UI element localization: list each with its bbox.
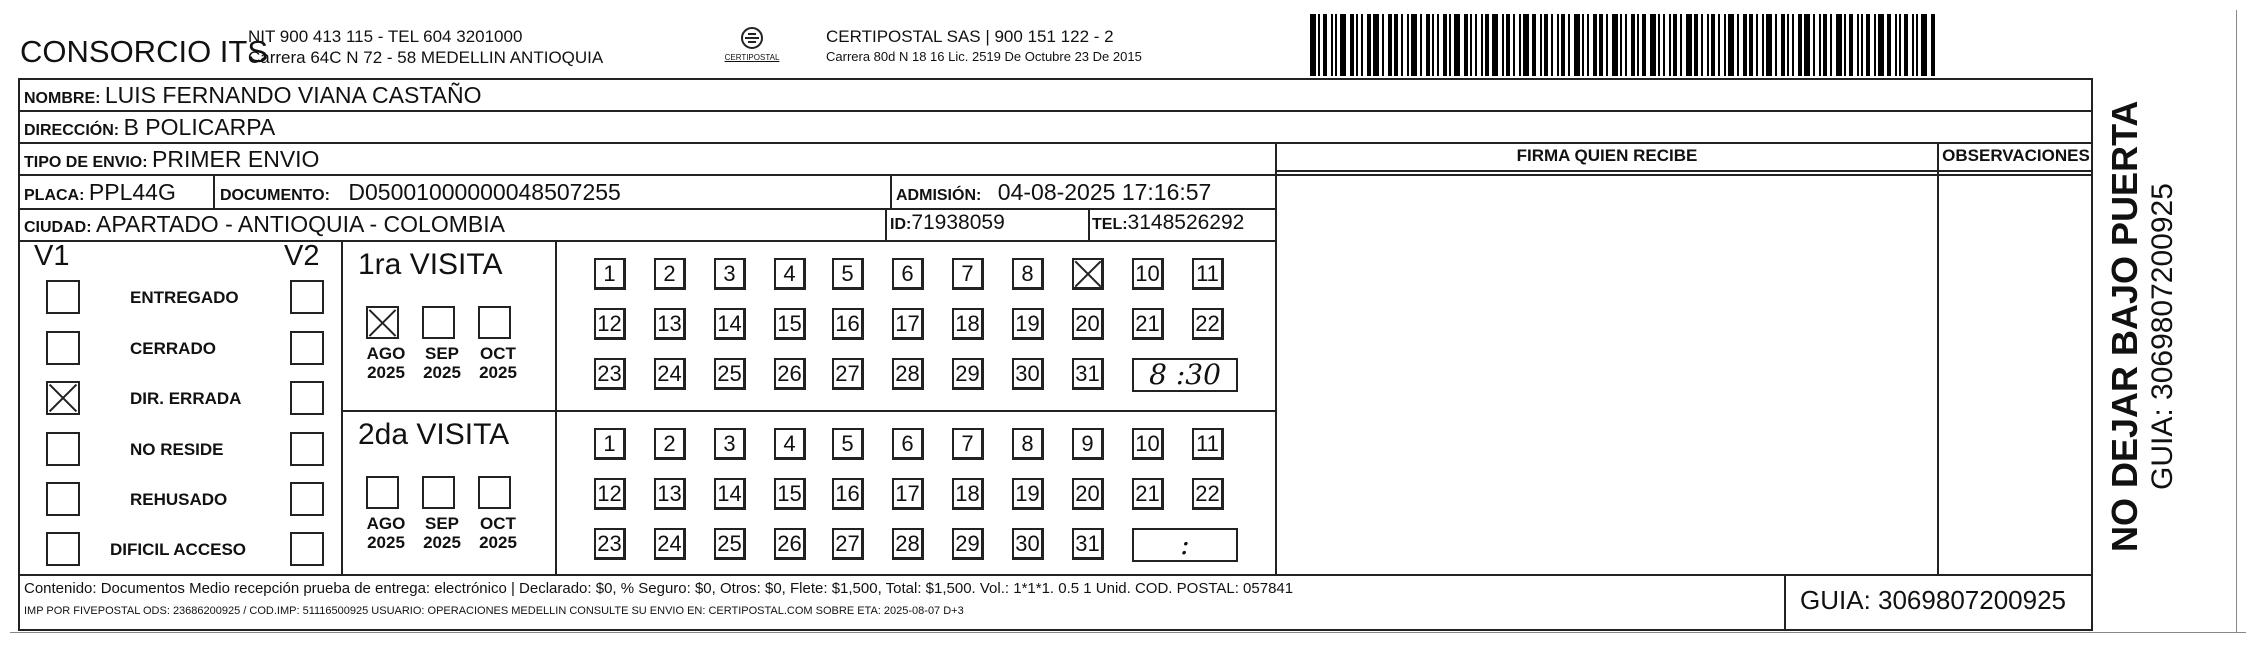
side-tracking-number: GUIA: 3069807200925 <box>2146 183 2179 490</box>
month-name: SEP <box>424 514 460 533</box>
barcode-bar <box>1895 14 1897 76</box>
barcode-bar <box>1449 14 1451 76</box>
courier-info <box>826 26 1142 66</box>
status-v1-checkbox[interactable] <box>46 482 80 516</box>
barcode-bar <box>1437 14 1439 76</box>
barcode-bar <box>1331 14 1333 76</box>
status-v1-checkbox[interactable] <box>46 331 80 365</box>
month-checkbox[interactable] <box>478 476 511 509</box>
day-checkbox[interactable]: 17 <box>892 478 924 510</box>
barcode-bar <box>1540 14 1542 76</box>
courier-logo-icon <box>736 26 768 50</box>
day-checkbox[interactable]: 29 <box>952 358 984 390</box>
month-label <box>416 344 468 382</box>
barcode-bar <box>1792 14 1794 76</box>
day-checkbox[interactable]: 2 <box>654 258 686 290</box>
month-label <box>472 344 524 382</box>
barcode-bar <box>1475 14 1477 76</box>
barcode-bar <box>1756 14 1758 76</box>
status-v2-checkbox[interactable] <box>290 331 324 365</box>
barcode-bar <box>1650 14 1656 76</box>
shipping-label-frame <box>18 78 2093 631</box>
day-checkbox[interactable]: 26 <box>774 528 806 560</box>
day-checkbox[interactable]: 27 <box>832 528 864 560</box>
barcode-bar <box>1673 14 1677 76</box>
id-label: ID: <box>890 216 912 233</box>
barcode-bar <box>1335 14 1337 76</box>
barcode-bar <box>1502 14 1504 76</box>
barcode-bar <box>1798 14 1802 76</box>
month-checkbox[interactable] <box>366 306 399 339</box>
city-label: CIUDAD: <box>24 219 92 236</box>
barcode-bar <box>1830 14 1832 76</box>
barcode-bar <box>1350 14 1354 76</box>
company-address-line: Carrera 64C N 72 - 58 MEDELLIN ANTIOQUIA <box>248 48 604 67</box>
day-checkbox[interactable]: 3 <box>714 428 746 460</box>
city-value: APARTADO - ANTIOQUIA - COLOMBIA <box>96 211 505 237</box>
shipment-type-row <box>24 146 319 173</box>
day-checkbox[interactable]: 13 <box>654 478 686 510</box>
plate-label: PLACA: <box>24 187 85 204</box>
visit-title: 1ra VISITA <box>358 248 503 281</box>
day-checkbox[interactable]: 21 <box>1132 478 1164 510</box>
barcode-bar <box>1857 14 1859 76</box>
barcode-bar <box>1620 14 1622 76</box>
plate-value: PPL44G <box>88 179 176 205</box>
month-label <box>472 514 524 552</box>
barcode-bar <box>1310 14 1316 76</box>
document-cell <box>220 179 621 206</box>
barcode-bar <box>1836 14 1842 76</box>
status-label: REHUSADO <box>130 490 228 509</box>
status-v2-checkbox[interactable] <box>290 381 324 415</box>
barcode-bar <box>1701 14 1703 76</box>
barcode-bar <box>1804 14 1810 76</box>
plate-cell <box>24 179 176 206</box>
month-label <box>360 514 412 552</box>
barcode-bar <box>1813 14 1815 76</box>
status-label: DIFICIL ACCESO <box>110 540 247 559</box>
shipment-type-label: TIPO DE ENVIO: <box>24 154 148 171</box>
day-checkbox[interactable]: 15 <box>774 308 806 340</box>
day-checkbox[interactable]: 25 <box>714 528 746 560</box>
day-checkbox[interactable]: 4 <box>774 428 806 460</box>
barcode-bar <box>1743 14 1747 76</box>
day-checkbox[interactable]: 20 <box>1072 308 1104 340</box>
status-v1-checkbox[interactable] <box>46 280 80 314</box>
status-v2-checkbox[interactable] <box>290 280 324 314</box>
day-checkbox[interactable]: 7 <box>952 428 984 460</box>
day-checkbox[interactable]: 16 <box>832 308 864 340</box>
barcode-bar <box>1356 14 1358 76</box>
barcode-bar <box>1464 14 1468 76</box>
barcode-bar <box>1561 14 1565 76</box>
day-checkbox[interactable]: 18 <box>952 308 984 340</box>
company-name: CONSORCIO ITS <box>20 34 269 69</box>
day-checkbox[interactable]: 20 <box>1072 478 1104 510</box>
day-checkbox[interactable]: 29 <box>952 528 984 560</box>
day-checkbox[interactable]: 12 <box>594 478 626 510</box>
month-checkbox[interactable] <box>478 306 511 339</box>
month-year: 2025 <box>479 533 517 552</box>
barcode-bar <box>1426 14 1430 76</box>
tel-label: TEL: <box>1092 216 1128 233</box>
company-nit-line: NIT 900 413 115 - TEL 604 3201000 <box>248 27 523 46</box>
document-label: DOCUMENTO: <box>220 187 330 204</box>
barcode-bar <box>1849 14 1853 76</box>
barcode-bar <box>1916 14 1918 76</box>
day-checkbox[interactable]: 5 <box>832 428 864 460</box>
barcode-bar <box>1593 14 1597 76</box>
day-checkbox[interactable] <box>1072 258 1104 290</box>
day-checkbox[interactable]: 28 <box>892 528 924 560</box>
day-checkbox[interactable]: 31 <box>1072 358 1104 390</box>
barcode-bar <box>1912 14 1914 76</box>
barcode-bar <box>1728 14 1734 76</box>
barcode-bar <box>1361 14 1363 76</box>
barcode-bar <box>1420 14 1422 76</box>
barcode-bar <box>1931 14 1935 76</box>
address-value: B POLICARPA <box>123 114 276 140</box>
day-checkbox[interactable]: 24 <box>654 358 686 390</box>
month-name: OCT <box>480 514 516 533</box>
barcode-bar <box>1921 14 1927 76</box>
status-v1-checkbox[interactable] <box>46 532 80 566</box>
day-checkbox[interactable]: 21 <box>1132 308 1164 340</box>
day-checkbox[interactable]: 24 <box>654 528 686 560</box>
month-label <box>360 344 412 382</box>
barcode-bar <box>1686 14 1692 76</box>
city-cell <box>24 211 505 238</box>
month-year: 2025 <box>423 363 461 382</box>
day-checkbox[interactable]: 17 <box>892 308 924 340</box>
barcode-bar <box>1411 14 1417 76</box>
barcode-bar <box>1658 14 1660 76</box>
barcode-bar <box>1878 14 1884 76</box>
day-checkbox[interactable]: 23 <box>594 528 626 560</box>
barcode-bar <box>1749 14 1753 76</box>
barcode-bar <box>1781 14 1785 76</box>
day-checkbox[interactable]: 30 <box>1012 528 1044 560</box>
barcode-bar <box>1557 14 1559 76</box>
barcode-bar <box>1631 14 1635 76</box>
status-label: NO RESIDE <box>130 440 224 459</box>
day-checkbox[interactable]: 28 <box>892 358 924 390</box>
courier-nit-line: CERTIPOSTAL SAS | 900 151 122 - 2 <box>826 27 1114 46</box>
barcode-bar <box>1544 14 1548 76</box>
courier-logo <box>722 26 782 62</box>
courier-license-line: Carrera 80d N 18 16 Lic. 2519 De Octubre 23 De 2015 <box>826 49 1142 64</box>
barcode-bar <box>1787 14 1789 76</box>
recipient-name-label: NOMBRE: <box>24 90 101 107</box>
status-v1-checkbox[interactable] <box>46 432 80 466</box>
day-checkbox[interactable]: 6 <box>892 258 924 290</box>
barcode-bar <box>1519 14 1521 76</box>
status-v2-checkbox[interactable] <box>290 532 324 566</box>
id-value: 71938059 <box>911 211 1005 234</box>
tel-value: 3148526292 <box>1127 211 1245 234</box>
barcode-bar <box>1861 14 1863 76</box>
admission-value: 04-08-2025 17:16:57 <box>997 179 1212 205</box>
barcode-bar <box>1323 14 1327 76</box>
day-checkbox[interactable]: 27 <box>832 358 864 390</box>
day-checkbox[interactable]: 26 <box>774 358 806 390</box>
v2-header: V2 <box>284 240 320 272</box>
barcode-bar <box>1443 14 1447 76</box>
status-v1-checkbox[interactable] <box>46 381 80 415</box>
barcode-bar <box>1582 14 1584 76</box>
barcode-bar <box>1904 14 1908 76</box>
day-checkbox[interactable]: 11 <box>1192 428 1224 460</box>
barcode-bar <box>1711 14 1715 76</box>
barcode-bar <box>1574 14 1580 76</box>
barcode-bar <box>1318 14 1320 76</box>
v1-header: V1 <box>34 240 70 272</box>
barcode-bar <box>1680 14 1682 76</box>
content-details: Contenido: Documentos Medio recepción prueba de entrega: electrónico | Declarado: $0, % Seguro: $0, Otros: $0, Flete: $1,500, Total: $1,500. Vol.: 1*1*1. 0.5 1 Unid. COD. POSTAL: 057841 <box>24 580 1294 597</box>
day-checkbox[interactable]: 13 <box>654 308 686 340</box>
status-label: DIR. ERRADA <box>130 389 242 408</box>
admission-label: ADMISIÓN: <box>896 187 982 204</box>
month-checkbox[interactable] <box>366 476 399 509</box>
barcode-bar <box>1642 14 1646 76</box>
day-checkbox[interactable]: 22 <box>1192 308 1224 340</box>
day-checkbox[interactable]: 10 <box>1132 428 1164 460</box>
signature-column-header: FIRMA QUIEN RECIBE <box>1516 146 1698 165</box>
barcode-bar <box>1568 14 1570 76</box>
company-info <box>248 26 603 68</box>
day-checkbox[interactable]: 22 <box>1192 478 1224 510</box>
barcode-bar <box>1625 14 1627 76</box>
barcode-bar <box>1694 14 1698 76</box>
month-checkbox[interactable] <box>422 306 455 339</box>
barcode-bar <box>1407 14 1409 76</box>
day-checkbox[interactable]: 15 <box>774 478 806 510</box>
barcode-bar <box>1866 14 1870 76</box>
barcode-bar <box>1669 14 1671 76</box>
barcode-bar <box>1718 14 1720 76</box>
day-checkbox[interactable]: 6 <box>892 428 924 460</box>
month-name: AGO <box>366 344 406 363</box>
footer-tracking-number: GUIA: 3069807200925 <box>1800 585 2066 615</box>
barcode-bar <box>1587 14 1589 76</box>
barcode-bar <box>1724 14 1726 76</box>
status-label: ENTREGADO <box>130 288 239 307</box>
barcode-bar <box>1401 14 1403 76</box>
barcode-bar <box>1762 14 1764 76</box>
month-name: AGO <box>366 514 406 533</box>
barcode-bar <box>1340 14 1346 76</box>
day-checkbox[interactable]: 1 <box>594 428 626 460</box>
month-label <box>416 514 468 552</box>
barcode-bar <box>1532 14 1536 76</box>
barcode-bar <box>1599 14 1603 76</box>
courier-logo-text: CERTIPOSTAL <box>724 53 780 62</box>
barcode-bar <box>1823 14 1827 76</box>
status-label: CERRADO <box>130 339 216 358</box>
barcode-bar <box>1485 14 1489 76</box>
status-v2-checkbox[interactable] <box>290 482 324 516</box>
print-details: IMP POR FIVEPOSTAL ODS: 23686200925 / COD.IMP: 51116500925 USUARIO: OPERACIONES MEDELLIN CONSULTE SU ENVIO EN: CERTIPOSTAL.COM SOBRE ETA: 2025-08-07 D+3 <box>24 605 964 617</box>
barcode-bar <box>1637 14 1639 76</box>
visit-time-field[interactable]: 8 :30 <box>1132 358 1238 392</box>
day-checkbox[interactable]: 4 <box>774 258 806 290</box>
barcode-bar <box>1819 14 1821 76</box>
day-checkbox[interactable]: 14 <box>714 478 746 510</box>
barcode-bar <box>1388 14 1392 76</box>
barcode-bar <box>1373 14 1379 76</box>
day-checkbox[interactable]: 30 <box>1012 358 1044 390</box>
barcode-bar <box>1844 14 1846 76</box>
day-checkbox[interactable]: 10 <box>1132 258 1164 290</box>
barcode-bar <box>1663 14 1665 76</box>
barcode-bar <box>1523 14 1529 76</box>
barcode-bar <box>1470 14 1472 76</box>
barcode-bar <box>1899 14 1901 76</box>
barcode-bar <box>1454 14 1460 76</box>
day-checkbox[interactable]: 18 <box>952 478 984 510</box>
month-year: 2025 <box>367 533 405 552</box>
day-checkbox[interactable]: 7 <box>952 258 984 290</box>
day-checkbox[interactable]: 12 <box>594 308 626 340</box>
day-checkbox[interactable]: 23 <box>594 358 626 390</box>
day-checkbox[interactable]: 3 <box>714 258 746 290</box>
barcode-bar <box>1612 14 1618 76</box>
barcode-bar <box>1737 14 1739 76</box>
status-v2-checkbox[interactable] <box>290 432 324 466</box>
recipient-name-row <box>24 82 481 109</box>
day-checkbox[interactable]: 31 <box>1072 528 1104 560</box>
visit-title: 2da VISITA <box>358 418 510 451</box>
barcode-bar <box>1492 14 1498 76</box>
day-checkbox[interactable]: 5 <box>832 258 864 290</box>
day-checkbox[interactable]: 8 <box>1012 258 1044 290</box>
cut-line <box>10 632 2246 633</box>
month-checkbox[interactable] <box>422 476 455 509</box>
barcode-bar <box>1887 14 1891 76</box>
barcode-bar <box>1367 14 1371 76</box>
day-checkbox[interactable]: 16 <box>832 478 864 510</box>
barcode-bar <box>1513 14 1515 76</box>
tracking-barcode <box>1310 14 1950 76</box>
day-checkbox[interactable]: 8 <box>1012 428 1044 460</box>
day-checkbox[interactable]: 14 <box>714 308 746 340</box>
cut-line-right <box>2236 10 2237 632</box>
barcode-bar <box>1506 14 1510 76</box>
barcode-bar <box>1382 14 1384 76</box>
barcode-bar <box>1874 14 1876 76</box>
month-year: 2025 <box>479 363 517 382</box>
month-year: 2025 <box>367 363 405 382</box>
day-checkbox[interactable]: 1 <box>594 258 626 290</box>
day-checkbox[interactable]: 2 <box>654 428 686 460</box>
id-cell <box>890 211 1005 235</box>
barcode-bar <box>1551 14 1553 76</box>
day-checkbox[interactable]: 25 <box>714 358 746 390</box>
barcode-bar <box>1606 14 1608 76</box>
day-checkbox[interactable]: 11 <box>1192 258 1224 290</box>
barcode-bar <box>1394 14 1398 76</box>
document-value: D05001000000048507255 <box>348 179 621 205</box>
admission-cell <box>896 179 1211 206</box>
day-checkbox[interactable]: 9 <box>1072 428 1104 460</box>
month-year: 2025 <box>423 533 461 552</box>
do-not-leave-under-door-warning: NO DEJAR BAJO PUERTA <box>2104 100 2145 552</box>
tel-cell <box>1092 211 1244 235</box>
barcode-bar <box>1707 14 1709 76</box>
barcode-bar <box>1775 14 1777 76</box>
visit-time-field[interactable]: : <box>1132 528 1238 562</box>
address-row <box>24 114 275 141</box>
barcode-bar <box>1766 14 1772 76</box>
barcode-bar <box>1481 14 1483 76</box>
day-checkbox[interactable]: 19 <box>1012 478 1044 510</box>
month-name: SEP <box>424 344 460 363</box>
observations-column-header: OBSERVACIONES <box>1942 146 2090 165</box>
shipment-type-value: PRIMER ENVIO <box>152 146 320 172</box>
month-name: OCT <box>480 344 516 363</box>
barcode-bar <box>1432 14 1434 76</box>
address-label: DIRECCIÓN: <box>24 122 120 139</box>
recipient-name: LUIS FERNANDO VIANA CASTAÑO <box>104 82 482 108</box>
day-checkbox[interactable]: 19 <box>1012 308 1044 340</box>
